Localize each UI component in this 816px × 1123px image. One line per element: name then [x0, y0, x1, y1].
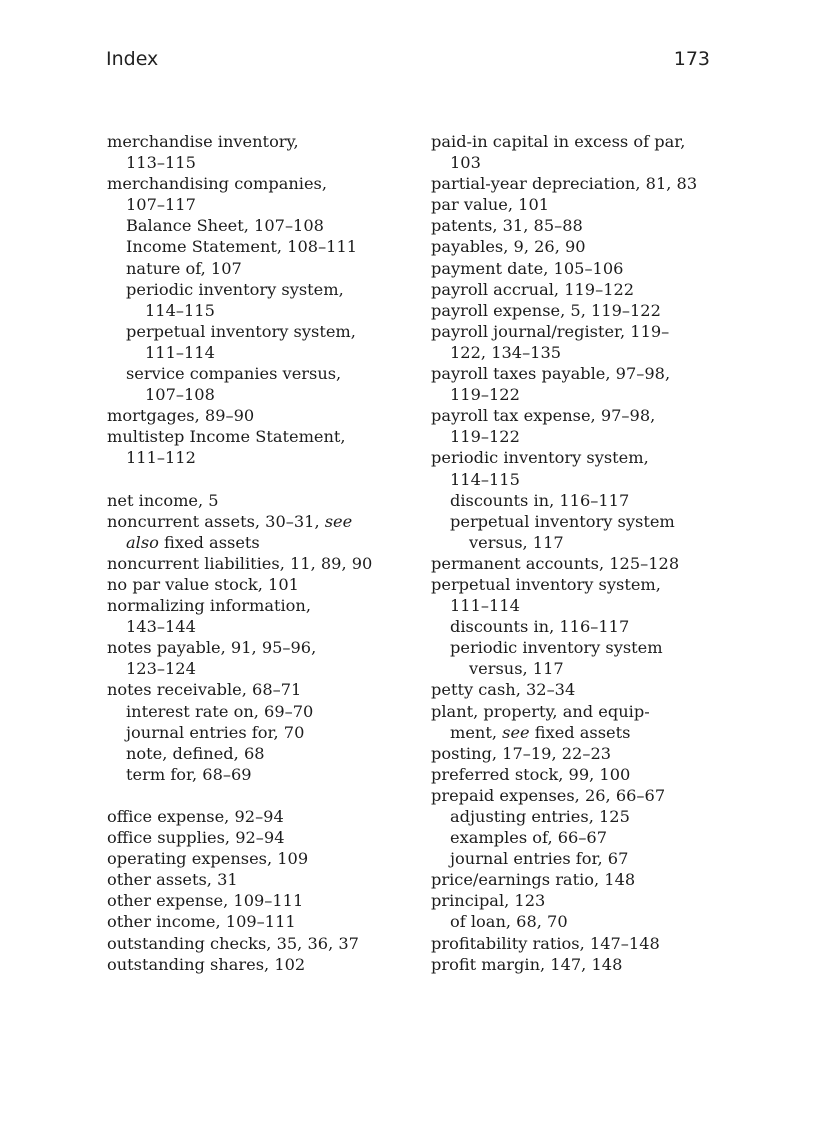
index-entry: 123–124 [126, 659, 196, 679]
index-entry: noncurrent assets, 30–31, see [107, 511, 353, 531]
index-subentry: discounts in, 116–117 [450, 617, 630, 637]
index-entry: merchandising companies, [107, 174, 328, 194]
index-entry: paid-in capital in excess of par, [431, 132, 686, 151]
page-number: 173 [673, 48, 710, 70]
running-head-title: Index [106, 48, 159, 70]
index-subentry: 114–115 [145, 300, 215, 320]
index-entry: preferred stock, 99, 100 [431, 764, 631, 784]
index-entry: partial-year depreciation, 81, 83 [431, 174, 698, 194]
index-entry: 111–114 [450, 596, 520, 616]
index-entry: 111–112 [126, 448, 196, 468]
index-entry: outstanding shares, 102 [107, 954, 306, 974]
index-entry: 122, 134–135 [450, 342, 562, 362]
index-entry: payables, 9, 26, 90 [431, 237, 586, 257]
index-entry: 119–122 [450, 385, 520, 405]
running-header [106, 48, 710, 74]
index-entry: notes receivable, 68–71 [107, 680, 302, 700]
index-entry: price/earnings ratio, 148 [431, 870, 636, 890]
index-subentry: perpetual inventory system [450, 511, 675, 531]
index-entry: profitability ratios, 147–148 [431, 933, 660, 953]
index-entry: other assets, 31 [107, 870, 238, 890]
index-entry: patents, 31, 85–88 [431, 216, 583, 236]
index-subentry: Balance Sheet, 107–108 [126, 216, 324, 236]
index-entry: payroll journal/register, 119– [431, 321, 670, 341]
index-entry: other expense, 109–111 [107, 891, 304, 911]
index-entry: operating expenses, 109 [107, 849, 309, 869]
index-entry: 119–122 [450, 427, 520, 447]
index-entry: outstanding checks, 35, 36, 37 [107, 933, 359, 953]
index-entry: payroll expense, 5, 119–122 [431, 300, 661, 320]
index-entry: payroll tax expense, 97–98, [431, 406, 656, 426]
letter-group-spacer [107, 469, 407, 490]
index-subentry: term for, 68–69 [126, 764, 252, 784]
index-subentry: versus, 117 [469, 659, 564, 679]
index-entry: office supplies, 92–94 [107, 828, 285, 848]
index-entry: noncurrent liabilities, 11, 89, 90 [107, 553, 373, 573]
index-entry: payroll taxes payable, 97–98, [431, 364, 671, 384]
index-subentry: note, defined, 68 [126, 743, 265, 763]
index-subentry: journal entries for, 67 [450, 849, 629, 869]
index-entry: no par value stock, 101 [107, 574, 299, 594]
index-column-left [107, 131, 407, 975]
index-entry: par value, 101 [431, 195, 550, 215]
index-entry: posting, 17–19, 22–23 [431, 743, 612, 763]
index-subentry: interest rate on, 69–70 [126, 701, 314, 721]
index-entry: other income, 109–111 [107, 912, 296, 932]
index-subentry: service companies versus, [126, 364, 342, 384]
letter-group-spacer [107, 785, 407, 806]
index-entry: ment, see fixed assets [450, 722, 631, 742]
index-entry: petty cash, 32–34 [431, 680, 576, 700]
index-subentry: perpetual inventory system, [126, 321, 356, 341]
index-entry: net income, 5 [107, 490, 219, 510]
index-entry: perpetual inventory system, [431, 574, 661, 594]
index-entry: plant, property, and equip- [431, 701, 650, 721]
index-entry: merchandise inventory, [107, 132, 299, 151]
index-entry: 143–144 [126, 617, 196, 637]
index-entry: normalizing information, [107, 596, 311, 616]
index-subentry: discounts in, 116–117 [450, 490, 630, 510]
index-entry: principal, 123 [431, 891, 546, 911]
index-entry: 103 [450, 153, 481, 173]
index-subentry: of loan, 68, 70 [450, 912, 568, 932]
index-entry: office expense, 92–94 [107, 807, 284, 826]
index-entry: multistep Income Statement, [107, 427, 346, 447]
index-entry: 114–115 [450, 469, 520, 489]
index-subentry: examples of, 66–67 [450, 828, 608, 848]
index-entry: periodic inventory system, [431, 448, 649, 468]
index-entry: 113–115 [126, 153, 196, 173]
index-entry: payroll accrual, 119–122 [431, 279, 635, 299]
index-entry: payment date, 105–106 [431, 258, 624, 278]
index-entry: notes payable, 91, 95–96, [107, 638, 317, 658]
index-entry: 107–117 [126, 195, 196, 215]
index-subentry: Income Statement, 108–111 [126, 237, 358, 257]
index-subentry: nature of, 107 [126, 258, 242, 278]
index-subentry: 107–108 [145, 385, 215, 405]
index-subentry: 111–114 [145, 342, 215, 362]
index-entry: mortgages, 89–90 [107, 406, 255, 426]
index-entry: prepaid expenses, 26, 66–67 [431, 785, 666, 805]
index-column-right [431, 131, 731, 975]
index-subentry: journal entries for, 70 [126, 722, 305, 742]
index-subentry: versus, 117 [469, 532, 564, 552]
index-subentry: periodic inventory system, [126, 279, 344, 299]
index-subentry: periodic inventory system [450, 638, 663, 658]
index-entry: profit margin, 147, 148 [431, 954, 623, 974]
index-entry: also fixed assets [126, 532, 260, 552]
index-entry: permanent accounts, 125–128 [431, 553, 680, 573]
index-subentry: adjusting entries, 125 [450, 807, 630, 826]
